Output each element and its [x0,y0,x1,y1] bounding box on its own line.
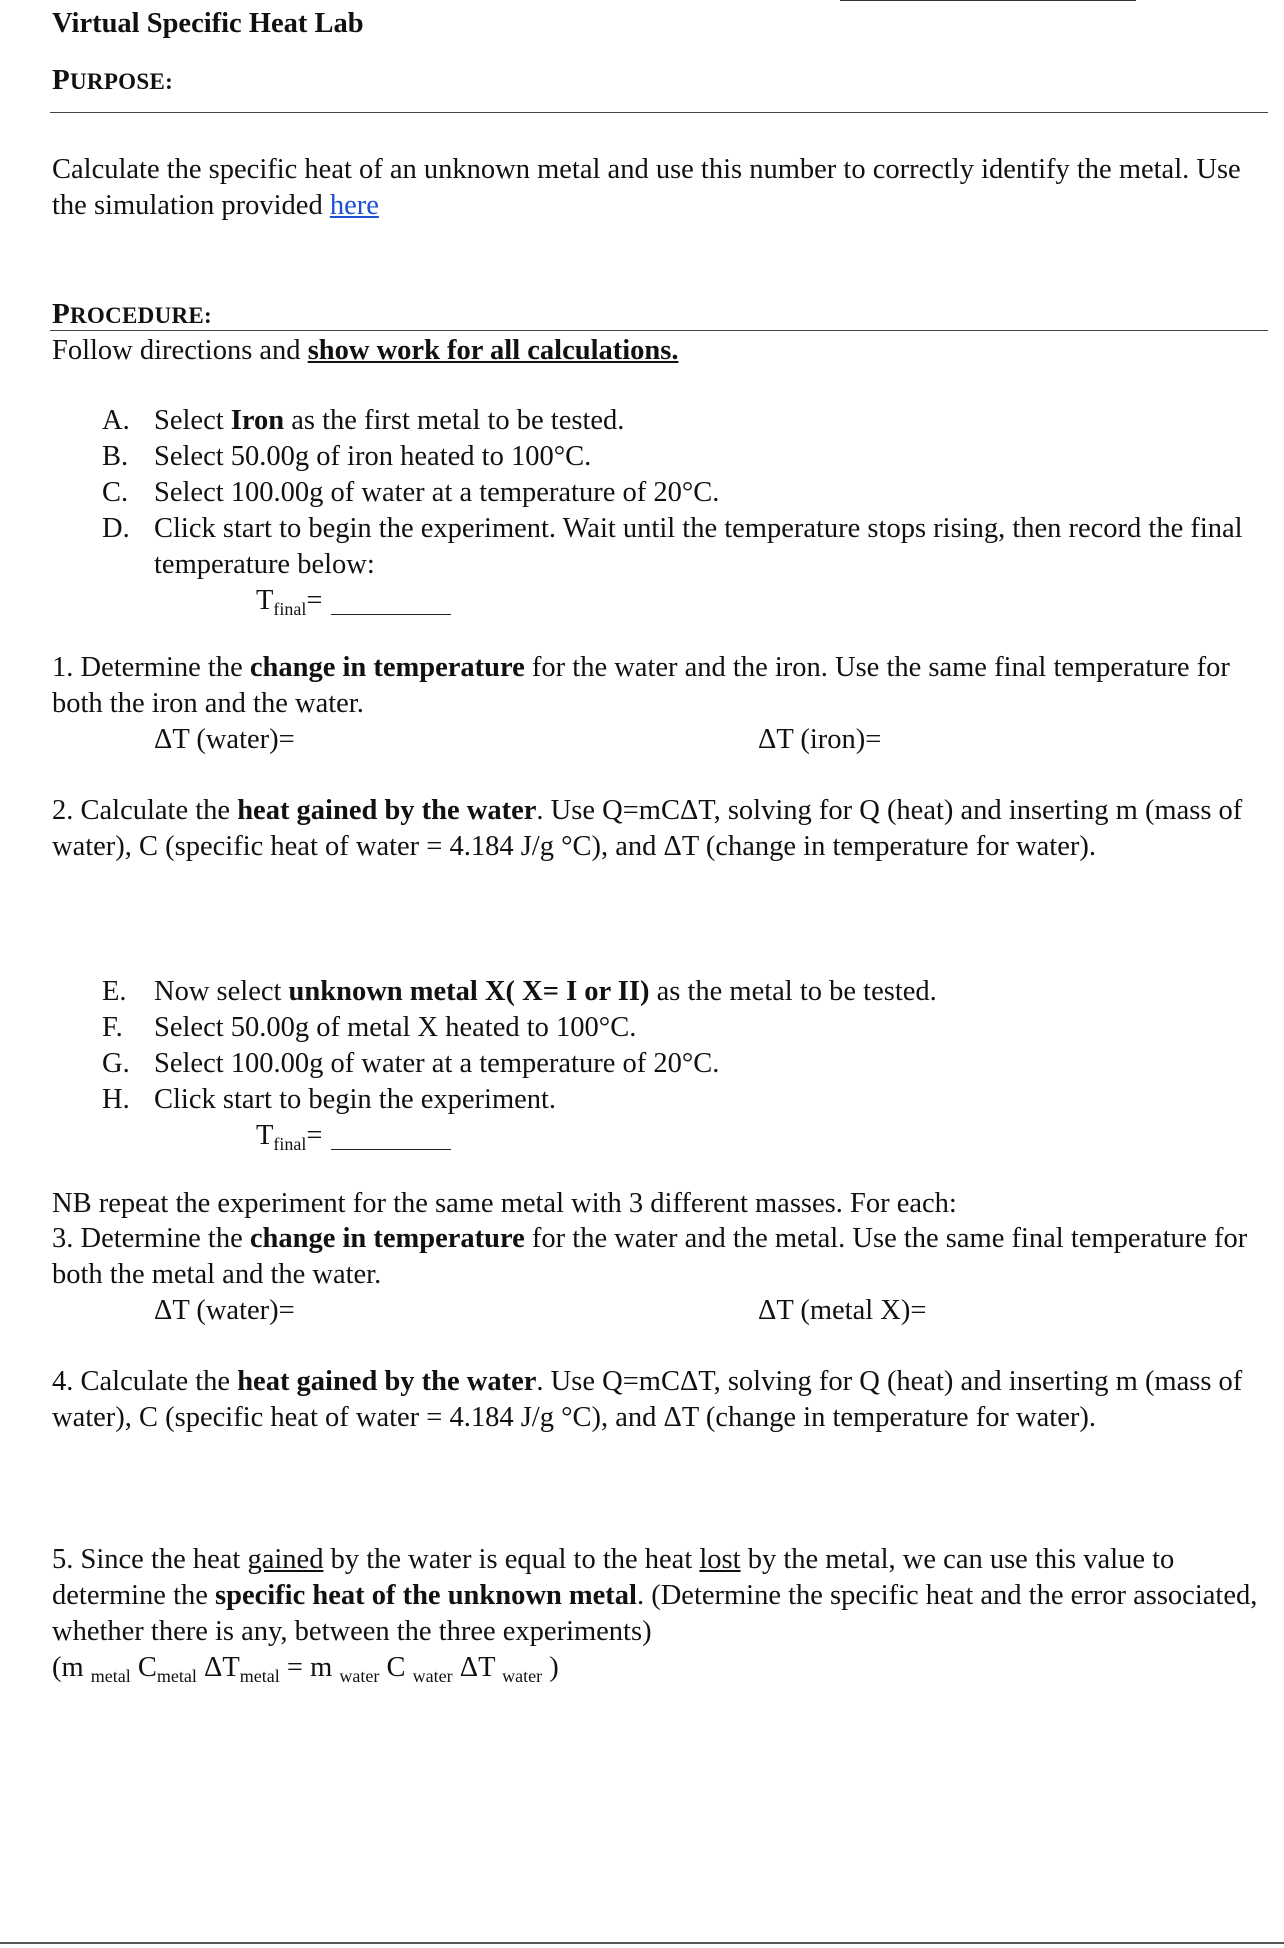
heat-balance-formula: (m $_{metal}$ $C_{metal}$ $\Delta T_{metal} = m$ $_{water}$ C $_{water}$ ΔT $_{water}$ ) [52,1652,559,1686]
question-3: 3. Determine the change in temperature for the water and the metal. Use the same final temperature for both the metal and the water. [52,1223,1248,1290]
question-1: 1. Determine the change in temperature for the water and the iron. Use the same final temperature for both the iron and the water. [52,652,1230,719]
tfinal-metal-line: $T_{final}=$ [256,1118,451,1162]
procedure-intro: Follow directions and show work for all calculations. [52,335,679,366]
document-title: Virtual Specific Heat Lab [52,8,364,39]
steps-list-e [102,974,1267,1118]
delta-t-metal-x: ΔT (metal X)= [758,1295,927,1326]
step-f: F. Select 50.00g of metal X heated to 100°C. [102,1012,637,1043]
procedure-heading: PROCEDURE: [52,298,212,330]
step-e: E. Now select unknown metal X( X= I or II) as the metal to be tested. [102,976,937,1007]
step-h: H. Click start to begin the experiment. [102,1084,557,1115]
step-b: B. Select 50.00g of iron heated to 100°C. [102,441,592,472]
question-5: 5. Since the heat gained by the water is equal to the heat lost by the metal, we can use this value to determine the specific heat of the unknown metal. (Determine the specific heat and the error associated, whether there is any, between the three experiments) [52,1544,1258,1647]
steps-list-a [102,403,1267,583]
question-2: 2. Calculate the heat gained by the water. Use Q=mCΔT, solving for Q (heat) and inserting m (mass of water), C (specific heat of water = 4.184 J/g °C), and ΔT (change in temperature for water). [52,795,1243,862]
purpose-text: Calculate the specific heat of an unknown metal and use this number to correctly identify the metal. Use the simulation provided here [52,154,1241,221]
purpose-divider [50,112,1268,113]
delta-t-water-1: ΔT (water)= [154,724,295,755]
purpose-heading: PURPOSE: [52,64,174,96]
step-c: C. Select 100.00g of water at a temperature of 20°C. [102,477,720,508]
step-d: D. Click start to begin the experiment. Wait until the temperature stops rising, then record the final temperature below: [102,513,1243,580]
step-g: G. Select 100.00g of water at a temperature of 20°C. [102,1048,720,1079]
top-answer-line [840,0,1136,1]
step-a: A. Select Iron as the first metal to be tested. [102,405,625,436]
delta-t-iron: ΔT (iron)= [758,724,882,755]
bottom-page-rule [0,1942,1284,1944]
tfinal-iron-line: $T_{final}=$ [256,583,451,627]
tfinal-iron-blank[interactable] [331,592,451,615]
question-4: 4. Calculate the heat gained by the water. Use Q=mCΔT, solving for Q (heat) and inserting m (mass of water), C (specific heat of water = 4.184 J/g °C), and ΔT (change in temperature for water). [52,1366,1243,1433]
nb-note: NB repeat the experiment for the same metal with 3 different masses. For each: [52,1188,957,1219]
tfinal-metal-blank[interactable] [331,1127,451,1150]
procedure-divider [50,330,1268,331]
delta-t-water-2: ΔT (water)= [154,1295,295,1326]
simulation-link[interactable]: here [329,190,379,221]
